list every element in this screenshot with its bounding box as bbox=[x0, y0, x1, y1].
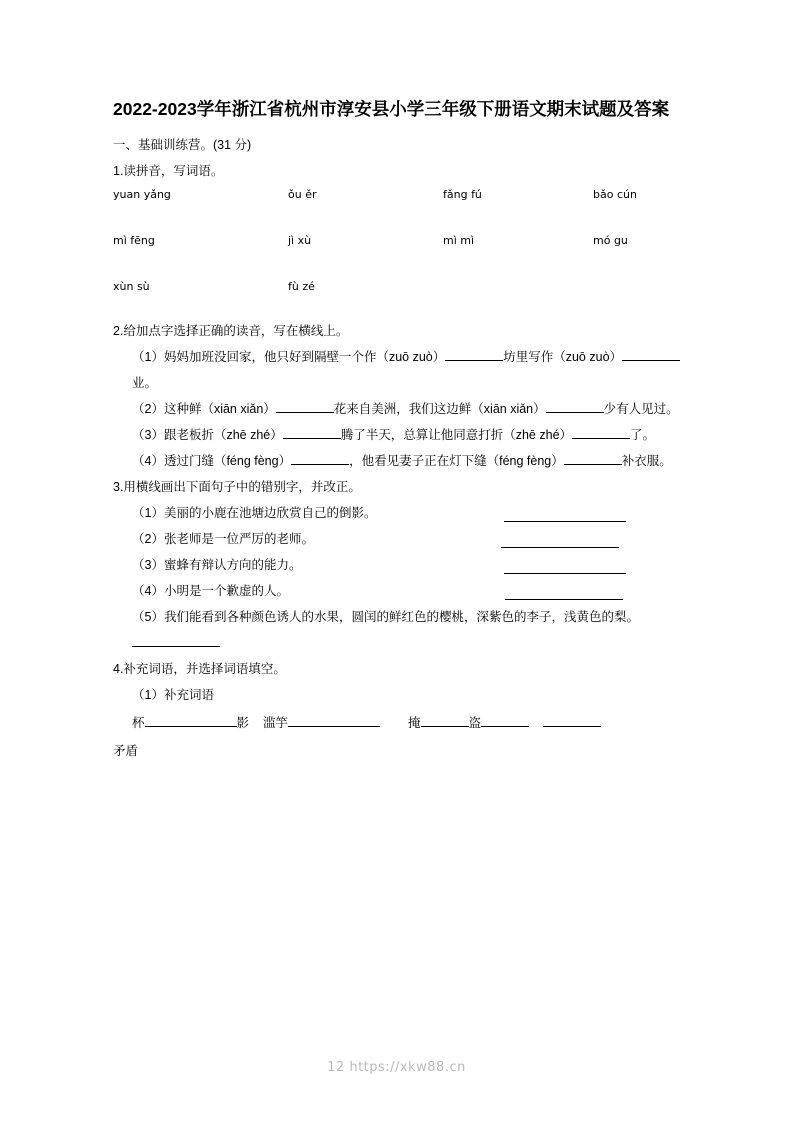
answer-blank[interactable] bbox=[276, 412, 334, 413]
answer-blank[interactable] bbox=[481, 726, 529, 727]
question-3-item-5 bbox=[113, 604, 681, 656]
pinyin-row-1 bbox=[113, 184, 681, 230]
answer-blank[interactable] bbox=[564, 464, 622, 465]
question-2-label: 2.给加点字选择正确的读音，写在横线上。 bbox=[113, 324, 349, 338]
question-3-item-1 bbox=[113, 500, 681, 526]
pinyin-cell: mì mì bbox=[443, 234, 475, 247]
q2-2-pre: （2）这种鲜（xiān xiǎn） bbox=[132, 402, 276, 416]
pinyin-cell: mì fēng bbox=[113, 234, 155, 247]
q2-1-pre: （1）妈妈加班没回家，他只好到隔壁一个作（zuō zuò） bbox=[132, 350, 446, 364]
section-heading-1: 一、基础训练营。(31 分) bbox=[113, 138, 252, 152]
question-3-label: 3.用横线画出下面句子中的错别字，并改正。 bbox=[113, 480, 361, 494]
q3-5-text: （5）我们能看到各种颜色诱人的水果，圆闰的鲜红色的樱桃，深紫色的李子，浅黄色的梨。 bbox=[132, 610, 639, 624]
pinyin-cell: bǎo cún bbox=[593, 188, 637, 201]
answer-blank[interactable] bbox=[283, 438, 341, 439]
pinyin-cell: fǎng fú bbox=[443, 188, 482, 201]
pinyin-cell: yuan yǎng bbox=[113, 188, 171, 201]
fill-d: 掩 bbox=[408, 716, 421, 730]
q2-4-post: 补衣服。 bbox=[621, 454, 672, 468]
fill-c: 滥竽 bbox=[263, 716, 289, 730]
q2-4-mid: ，他看见妻子正在灯下缝（féng fèng） bbox=[349, 454, 564, 468]
q3-4-text: （4）小明是一个歉虚的人。 bbox=[132, 584, 289, 598]
answer-blank[interactable] bbox=[132, 646, 220, 647]
answer-blank[interactable] bbox=[543, 726, 601, 727]
question-2-item-3 bbox=[113, 422, 681, 448]
answer-blank[interactable] bbox=[288, 726, 380, 727]
question-4-label: 4.补充词语，并选择词语填空。 bbox=[113, 662, 286, 676]
pinyin-cell: ǒu ěr bbox=[288, 188, 317, 201]
q3-2-text: （2）张老师是一位严厉的老师。 bbox=[132, 532, 314, 546]
answer-blank[interactable] bbox=[145, 726, 237, 727]
fill-a: 杯 bbox=[132, 716, 145, 730]
answer-blank[interactable] bbox=[572, 438, 630, 439]
q2-3-pre: （3）跟老板折（zhē zhé） bbox=[132, 428, 283, 442]
question-2-item-1 bbox=[113, 344, 681, 396]
q2-2-mid: 花来自美洲，我们这边鲜（xiān xiǎn） bbox=[333, 402, 546, 416]
pinyin-cell: fù zé bbox=[288, 280, 315, 293]
question-4-fill-row bbox=[113, 708, 681, 738]
answer-blank[interactable] bbox=[622, 360, 680, 361]
answer-blank[interactable] bbox=[421, 726, 469, 727]
question-2-item-4 bbox=[113, 448, 681, 474]
fill-e: 盗 bbox=[468, 716, 482, 730]
q3-3-text: （3）蜜蜂有辩认方向的能力。 bbox=[132, 558, 302, 572]
q2-4-pre: （4）透过门缝（féng fèng） bbox=[132, 454, 292, 468]
answer-blank[interactable] bbox=[445, 360, 503, 361]
answer-blank[interactable] bbox=[504, 521, 626, 522]
q2-3-mid: 腾了半天，总算让他同意打折（zhē zhé） bbox=[340, 428, 573, 442]
watermark: 12 https://xkw88.cn bbox=[327, 1060, 466, 1075]
answer-blank[interactable] bbox=[501, 547, 619, 548]
question-3-item-4 bbox=[113, 578, 681, 604]
pinyin-row-2 bbox=[113, 230, 681, 276]
document-content bbox=[113, 92, 681, 764]
q2-1-mid: 坊里写作（zuō zuò） bbox=[503, 350, 623, 364]
question-2-item-2 bbox=[113, 396, 681, 422]
question-3-item-3 bbox=[113, 552, 681, 578]
q2-3-post: 了。 bbox=[630, 428, 656, 442]
question-1-label: 1.读拼音，写词语。 bbox=[113, 164, 224, 178]
page-title: 2022-2023学年浙江省杭州市淳安县小学三年级下册语文期末试题及答案 bbox=[113, 99, 670, 119]
pinyin-cell: jì xù bbox=[288, 234, 312, 247]
q2-1-post: 业。 bbox=[132, 376, 158, 390]
answer-blank[interactable] bbox=[546, 412, 604, 413]
question-3-item-2 bbox=[113, 526, 681, 552]
answer-blank[interactable] bbox=[291, 464, 349, 465]
q3-1-text: （1）美丽的小鹿在池塘边欣赏自己的倒影。 bbox=[132, 506, 377, 520]
answer-blank[interactable] bbox=[504, 573, 626, 574]
question-4-sub-1: （1）补充词语 bbox=[132, 688, 214, 702]
fill-b: 影 bbox=[236, 716, 250, 730]
q2-2-post: 少有人见过。 bbox=[603, 402, 679, 416]
answer-blank[interactable] bbox=[505, 599, 623, 600]
question-4-fill-f: 矛盾 bbox=[113, 744, 139, 758]
pinyin-cell: xùn sù bbox=[113, 280, 150, 293]
pinyin-row-3 bbox=[113, 276, 681, 318]
pinyin-cell: mó gu bbox=[593, 234, 628, 247]
